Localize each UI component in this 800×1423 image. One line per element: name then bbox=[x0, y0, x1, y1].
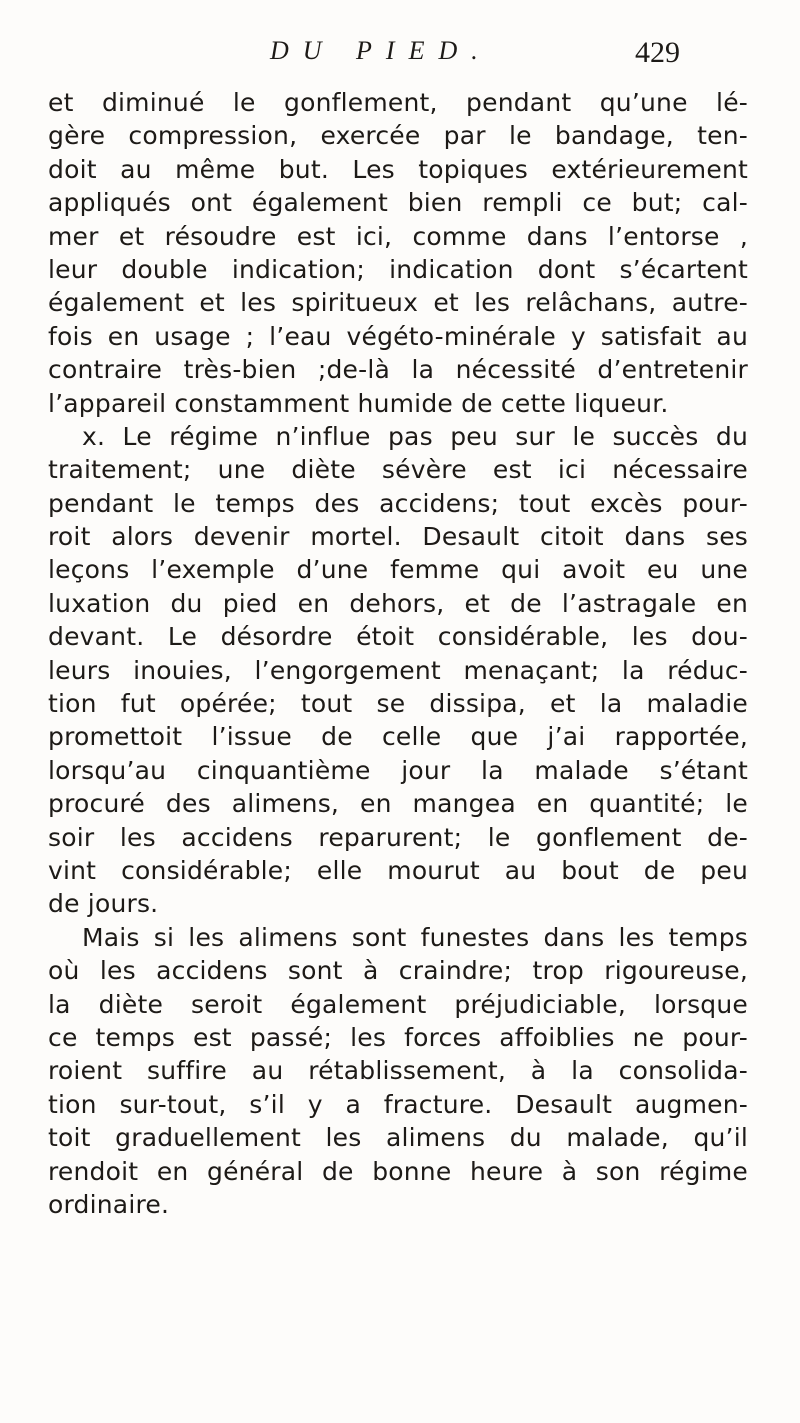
text-line: ordinaire. bbox=[48, 1189, 170, 1219]
text-line: également et les spiritueux et les relâchans, autre- bbox=[48, 288, 748, 318]
text-line: tion fut opérée; tout se dissipa, et la maladie bbox=[48, 689, 748, 719]
text-line: l’appareil constamment humide de cette liqueur. bbox=[48, 388, 669, 418]
text-line: soir les accidens reparurent; le gonflement de- bbox=[48, 822, 748, 852]
text-line: tion sur-tout, s’il y a fracture. Desault augmen- bbox=[48, 1089, 748, 1119]
text-line: pendant le temps des accidens; tout excès pour- bbox=[48, 488, 748, 518]
text-line: leur double indication; indication dont s’écartent bbox=[48, 254, 748, 284]
text-line: leurs inouies, l’engorgement menaçant; la réduc- bbox=[48, 655, 748, 685]
text-line: doit au même but. Les topiques extérieurement bbox=[48, 154, 748, 184]
text-line: gère compression, exercée par le bandage, ten- bbox=[48, 121, 748, 151]
page-header bbox=[270, 36, 690, 76]
text-line: fois en usage ; l’eau végéto-minérale y satisfait au bbox=[48, 321, 748, 351]
text-line: où les accidens sont à craindre; trop rigoureuse, bbox=[48, 956, 748, 986]
text-line: rendoit en général de bonne heure à son régime bbox=[48, 1156, 748, 1186]
text-line: devant. Le désordre étoit considérable, les dou- bbox=[48, 622, 748, 652]
page-number: 429 bbox=[635, 36, 680, 69]
text-line: lorsqu’au cinquantième jour la malade s’étant bbox=[48, 755, 748, 785]
text-line: contraire très-bien ;de-là la nécessité d’entretenir bbox=[48, 355, 748, 385]
text-line: et diminué le gonflement, pendant qu’une lé- bbox=[48, 88, 748, 117]
text-line: la diète seroit également préjudiciable, lorsque bbox=[48, 989, 748, 1019]
text-line: traitement; une diète sévère est ici nécessaire bbox=[48, 455, 748, 485]
text-line: vint considérable; elle mourut au bout de peu bbox=[48, 855, 748, 885]
paragraph-start-line: x. Le régime n’influe pas peu sur le succès du bbox=[82, 421, 748, 451]
text-line: roit alors devenir mortel. Desault citoit dans ses bbox=[48, 522, 748, 552]
running-title: DU PIED. bbox=[270, 36, 492, 65]
body-text bbox=[48, 86, 748, 1221]
text-line: toit graduellement les alimens du malade, qu’il bbox=[48, 1123, 748, 1153]
text-line: promettoit l’issue de celle que j’ai rapportée, bbox=[48, 722, 748, 752]
text-line: roient suffire au rétablissement, à la consolida- bbox=[48, 1056, 748, 1086]
text-line: procuré des alimens, en mangea en quantité; le bbox=[48, 789, 748, 819]
paragraph-start-line: Mais si les alimens sont funestes dans les temps bbox=[82, 922, 748, 952]
text-line: mer et résoudre est ici, comme dans l’entorse , bbox=[48, 221, 748, 251]
text-line: de jours. bbox=[48, 889, 159, 919]
text-line: leçons l’exemple d’une femme qui avoit eu une bbox=[48, 555, 748, 585]
text-line: appliqués ont également bien rempli ce but; cal- bbox=[48, 188, 748, 218]
text-line: luxation du pied en dehors, et de l’astragale en bbox=[48, 588, 748, 618]
text-line: ce temps est passé; les forces affoiblies ne pour- bbox=[48, 1022, 748, 1052]
